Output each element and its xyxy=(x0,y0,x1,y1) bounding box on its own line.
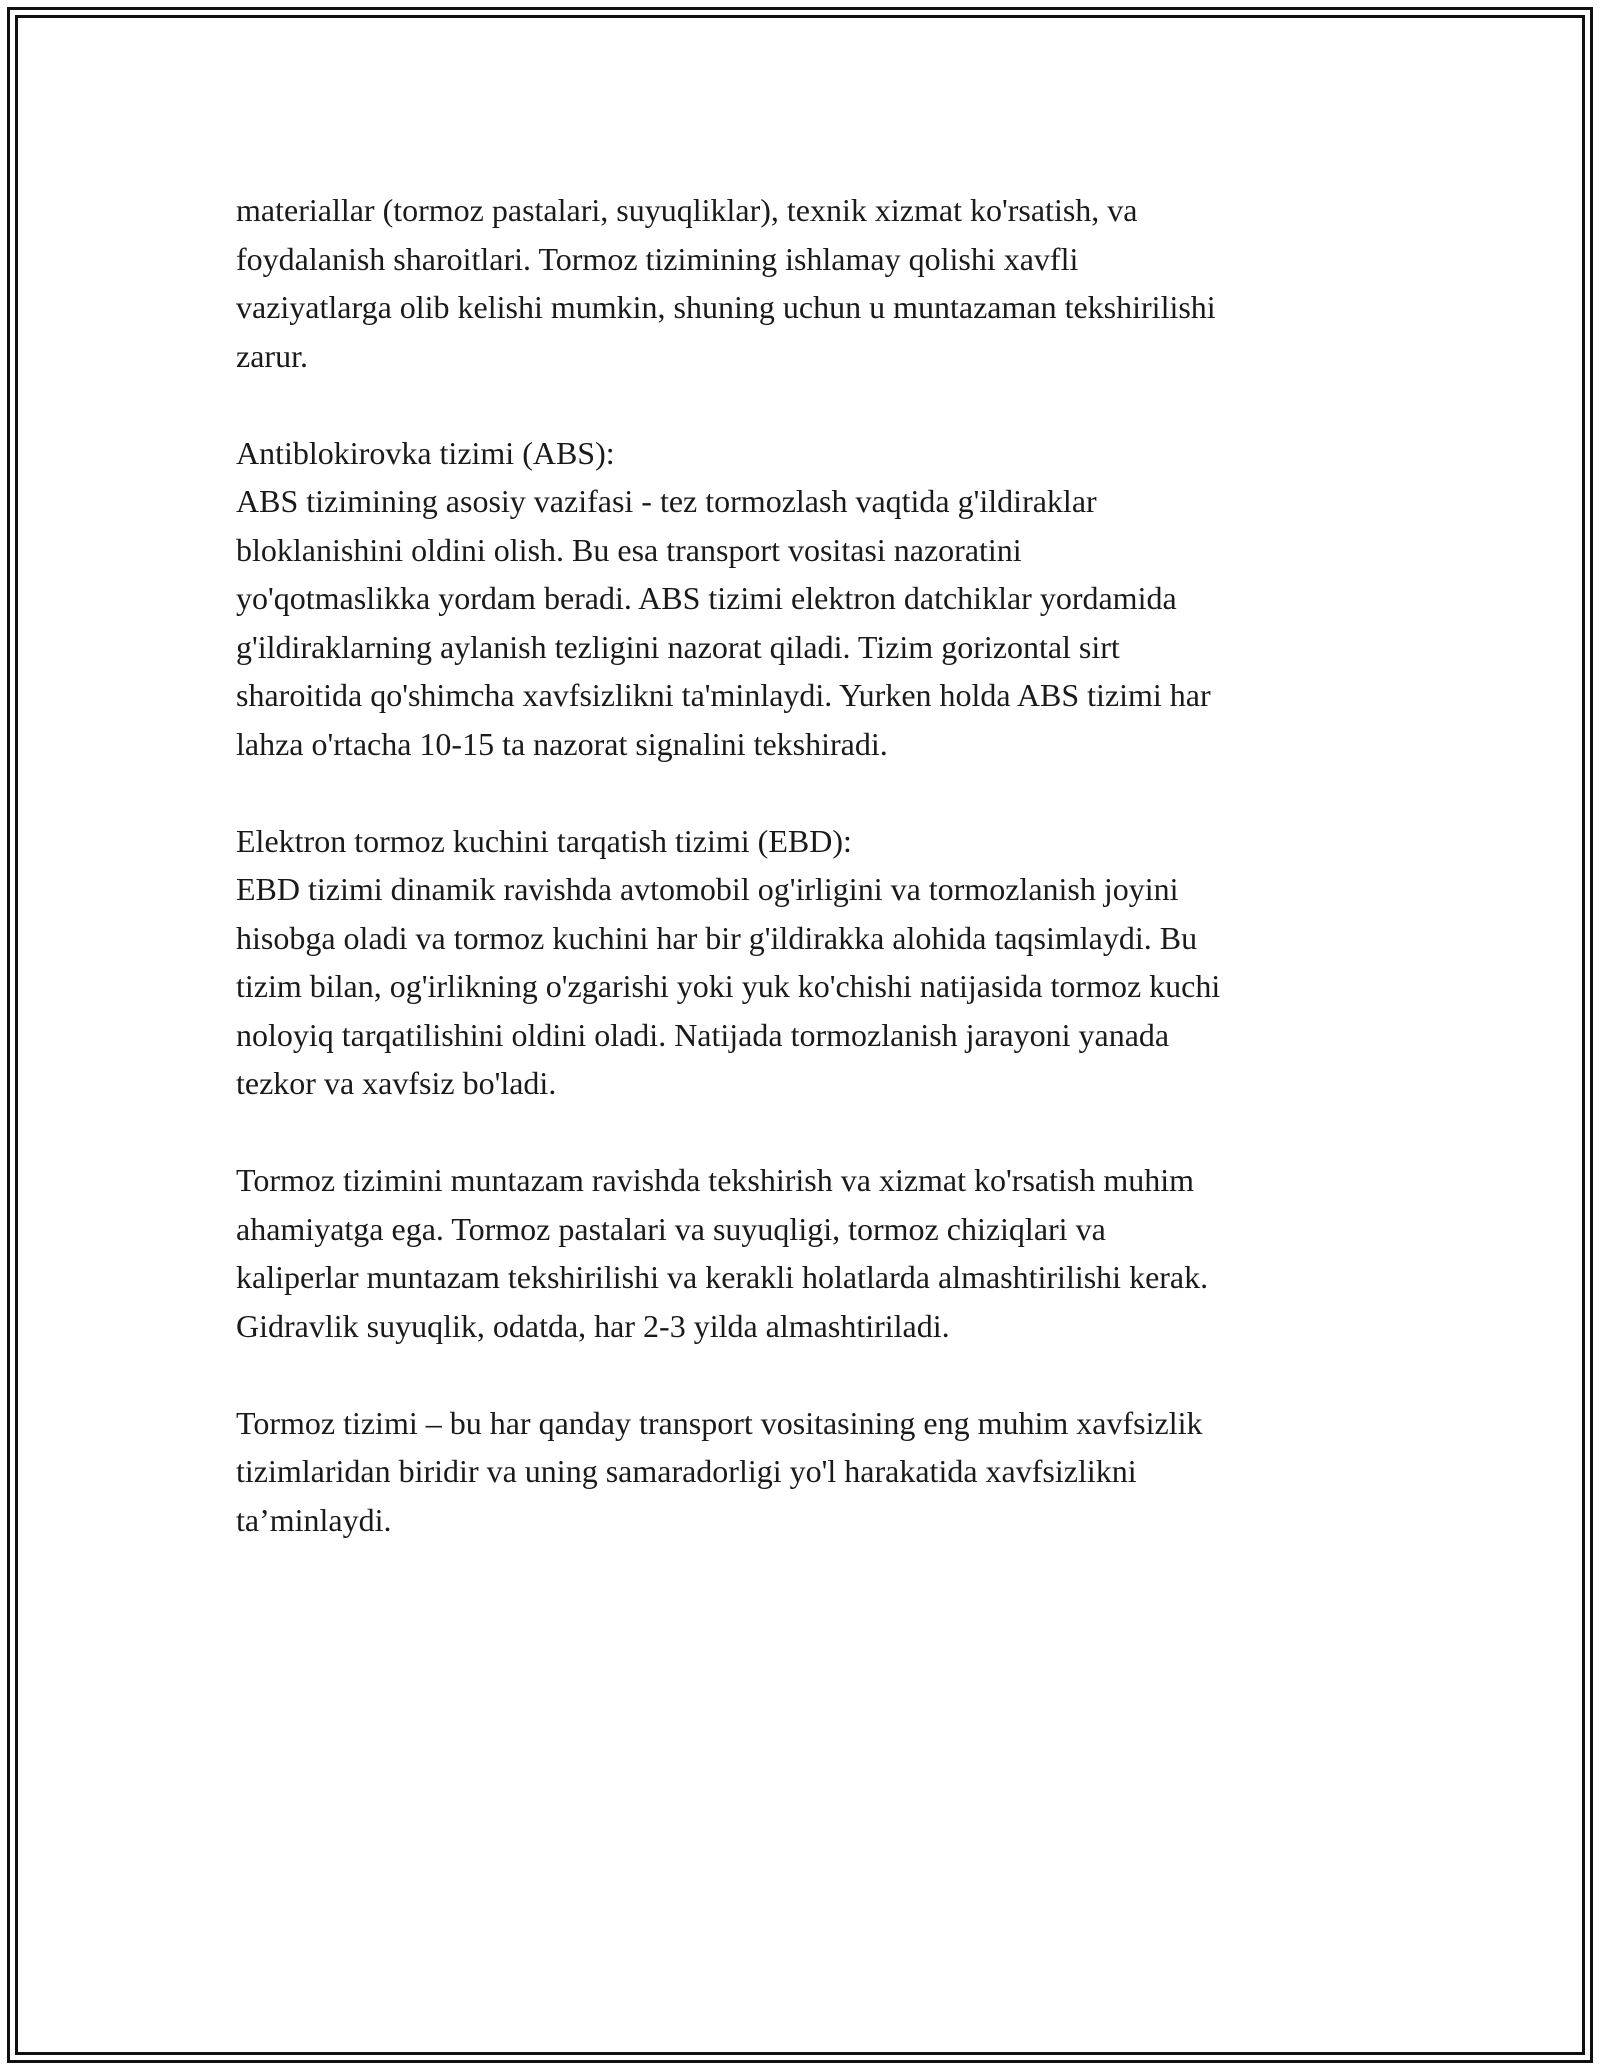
text-line: g'ildiraklarning aylanish tezligini nazorat qiladi. Tizim gorizontal sirt xyxy=(236,628,1120,665)
text-line: tizimlaridan biridir va uning samaradorligi yo'l harakatida xavfsizlikni xyxy=(236,1453,1137,1489)
ebd-heading: Elektron tormoz kuchini tarqatish tizimi (EBD): xyxy=(236,822,852,859)
text-line: ahamiyatga ega. Tormoz pastalari va suyuqligi, tormoz chiziqlari va xyxy=(236,1210,1106,1247)
text-line: foydalanish sharoitlari. Tormoz tizimining ishlamay qolishi xavfli xyxy=(236,240,1079,277)
document-body xyxy=(236,186,1376,1593)
text-line: ABS tizimining asosiy vazifasi - tez tormozlash vaqtida g'ildiraklar xyxy=(236,483,1097,519)
text-line: tizim bilan, og'irlikning o'zgarishi yoki yuk ko'chishi natijasida tormoz kuchi xyxy=(236,968,1221,1004)
text-line: materiallar (tormoz pastalari, suyuqliklar), texnik xizmat ko'rsatish, va xyxy=(236,192,1138,228)
text-line: bloklanishini oldini olish. Bu esa transport vositasi nazoratini xyxy=(236,531,1022,568)
text-line: vaziyatlarga olib kelishi mumkin, shuning uchun u muntazaman tekshirilishi xyxy=(236,289,1216,325)
text-line: yo'qotmaslikka yordam beradi. ABS tizimi elektron datchiklar yordamida xyxy=(236,580,1177,616)
text-line: sharoitida qo'shimcha xavfsizlikni ta'minlaydi. Yurken holda ABS tizimi har xyxy=(236,677,1211,713)
text-line: tezkor va xavfsiz bo'ladi. xyxy=(236,1065,557,1101)
text-line: EBD tizimi dinamik ravishda avtomobil og'irligini va tormozlanish joyini xyxy=(236,871,1179,907)
text-line: zarur. xyxy=(236,337,308,374)
text-line: Gidravlik suyuqlik, odatda, har 2-3 yilda almashtiriladi. xyxy=(236,1307,950,1344)
conclusion-paragraph xyxy=(236,1399,1376,1545)
maintenance-paragraph xyxy=(236,1156,1376,1350)
abs-section xyxy=(236,429,1376,769)
abs-heading: Antiblokirovka tizimi (ABS): xyxy=(236,434,615,471)
text-line: hisobga oladi va tormoz kuchini har bir g'ildirakka alohida taqsimlaydi. Bu xyxy=(236,919,1198,956)
text-line: ta’minlaydi. xyxy=(236,1501,392,1538)
ebd-section xyxy=(236,817,1376,1108)
text-line: Tormoz tizimi – bu har qanday transport vositasining eng muhim xavfsizlik xyxy=(236,1404,1203,1441)
intro-continuation-paragraph xyxy=(236,186,1376,380)
text-line: lahza o'rtacha 10-15 ta nazorat signalini tekshiradi. xyxy=(236,725,888,762)
text-line: kaliperlar muntazam tekshirilishi va kerakli holatlarda almashtirilishi kerak. xyxy=(236,1259,1209,1295)
text-line: Tormoz tizimini muntazam ravishda tekshirish va xizmat ko'rsatish muhim xyxy=(236,1162,1194,1198)
text-line: noloyiq tarqatilishini oldini oladi. Natijada tormozlanish jarayoni yanada xyxy=(236,1016,1170,1053)
